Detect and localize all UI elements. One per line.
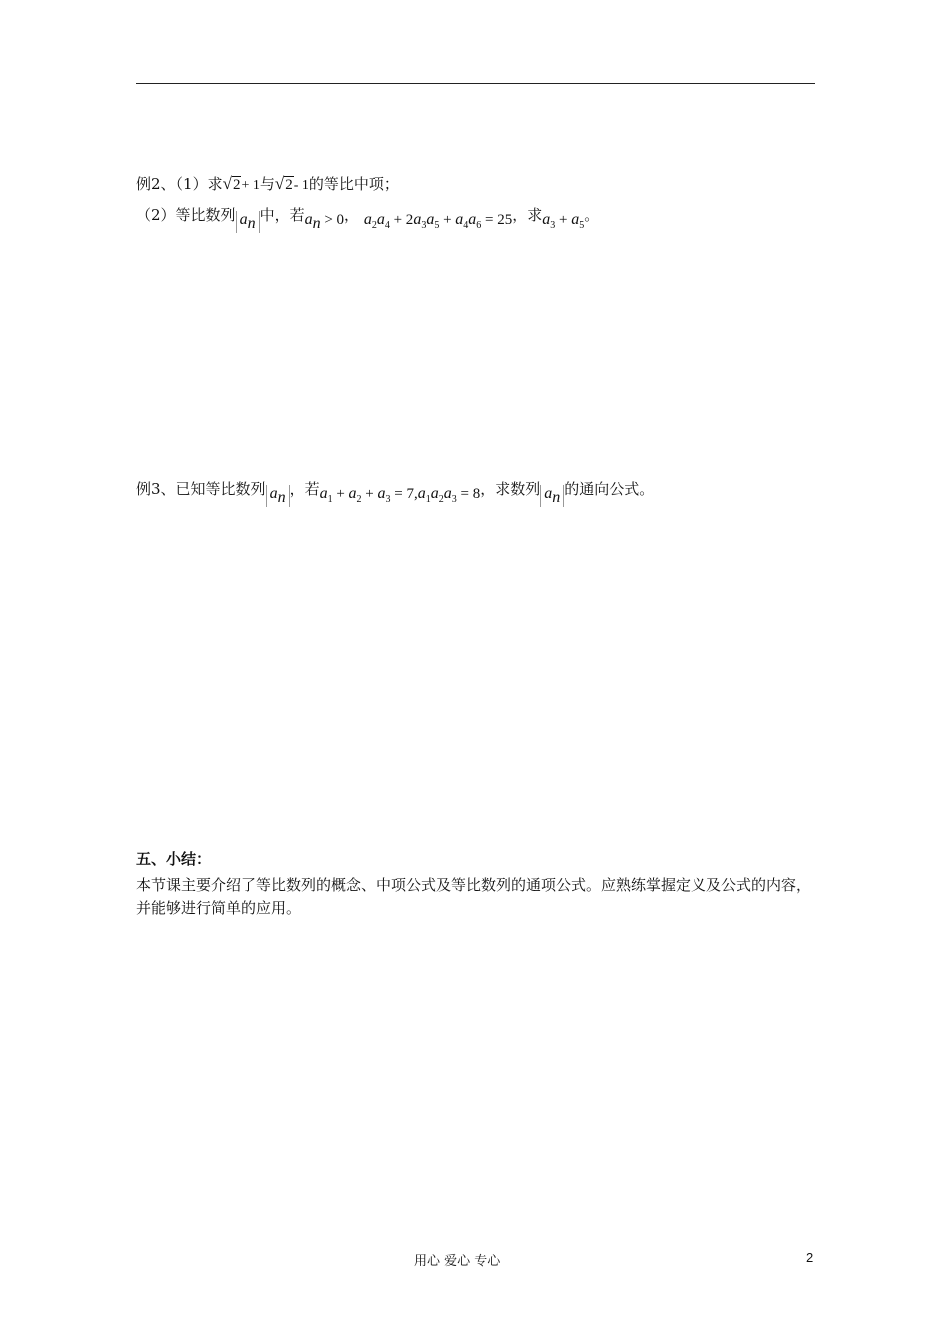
eq-plus: + [443,212,452,228]
eq-var-5: a [455,211,464,228]
minus-one: - 1 [293,178,309,193]
ask-var-1: a [542,211,551,228]
ask-expr [542,211,585,231]
part2-marker: （2） [136,206,176,224]
e3-plus-1: + [336,486,345,502]
header-rule [136,83,815,84]
part2-pre-text: 等比数列 [175,206,236,224]
seq-var-2: a [269,485,278,502]
e3-sub-1b: 1 [425,494,431,505]
comma-2: ，求 [512,206,543,224]
footer-slogan: 用心 爱心 专心 [414,1254,501,1269]
summary-heading: 五、小结： [136,850,212,868]
sequence-an-3 [540,485,564,507]
eq-sub-4: 4 [384,220,390,231]
eq-var-2: a [376,211,385,228]
sequence-an-2 [266,485,290,507]
example2-part2 [136,205,599,232]
and-word: 与 [259,175,275,193]
condition-expr [304,211,345,232]
eq-plus-2: + 2 [393,212,414,228]
sqrt-radicand-2: 2 [285,177,293,193]
cond-sub: n [312,215,321,232]
e3-sub-2b: 2 [438,494,444,505]
summary-body: 本节课主要介绍了等比数列的概念、中项公式及等比数列的通项公式。应熟练掌握定义及公式的内容，并能够进行简单的应用。 [136,876,812,917]
e3-sub-3: 3 [385,494,391,505]
part1-post-text: 的等比中项； [308,175,399,193]
eq-var-4: a [426,211,435,228]
sqrt-expression-2: √2 [274,174,293,193]
seq-sub-2: n [277,489,286,506]
part1-pre-text: 求 [207,175,223,193]
e3-var-4: a [417,485,426,502]
e3-eq8: = 8 [460,486,481,502]
seq-var-3: a [544,485,553,502]
ask-sub-3: 3 [550,220,556,231]
eq-sub-4b: 4 [463,220,469,231]
plus-one: + 1 [241,178,260,193]
example3-equations [319,485,481,505]
e3-sub-3b: 3 [451,494,457,505]
eq-var-6: a [468,211,477,228]
example3-post: 的通向公式。 [564,480,655,498]
example3-label: 例3、 [136,480,176,498]
example3-ruo: ，若 [289,480,320,498]
e3-plus-2: + [365,486,374,502]
e3-sub-1: 1 [327,494,333,505]
page-number: 2 [806,1250,814,1265]
example2-part1 [136,174,399,196]
ask-sub-5: 5 [579,220,585,231]
e3-var-3: a [377,485,386,502]
zhong-ruo: 中，若 [259,206,305,224]
cond-var: a [304,211,313,228]
e3-eq7: = 7, [394,486,418,502]
e3-var-5: a [430,485,439,502]
e3-var-2: a [348,485,357,502]
example3 [136,479,654,506]
comma-1: ， [344,206,360,224]
eq-var-3: a [413,211,422,228]
sequence-an-1 [236,211,260,233]
seq-sub-3: n [552,489,561,506]
e3-sub-2: 2 [356,494,362,505]
part1-marker: （1） [175,175,208,193]
eq-sub-6: 6 [476,220,482,231]
e3-var-6: a [443,485,452,502]
eq-sub-3: 3 [421,220,427,231]
cond-rest: > 0 [324,212,345,228]
seq-var: a [239,211,248,228]
eq-sub-5: 5 [434,220,440,231]
seq-sub: n [247,215,256,232]
example2-label: 例2、 [136,175,176,193]
equation-expr [363,211,513,231]
eq-sub-2: 2 [371,220,377,231]
eq-rhs: = 25 [485,212,513,228]
ask-var-2: a [571,211,580,228]
e3-var-1: a [319,485,328,502]
sqrt-expression-1: √2 [222,174,241,193]
sqrt-radicand-1: 2 [232,177,241,193]
eq-var-1: a [363,211,372,228]
ask-plus: + [559,212,568,228]
example3-qiu: ，求数列 [480,480,541,498]
end-mark: 。 [584,206,600,224]
example3-pre: 已知等比数列 [175,480,266,498]
